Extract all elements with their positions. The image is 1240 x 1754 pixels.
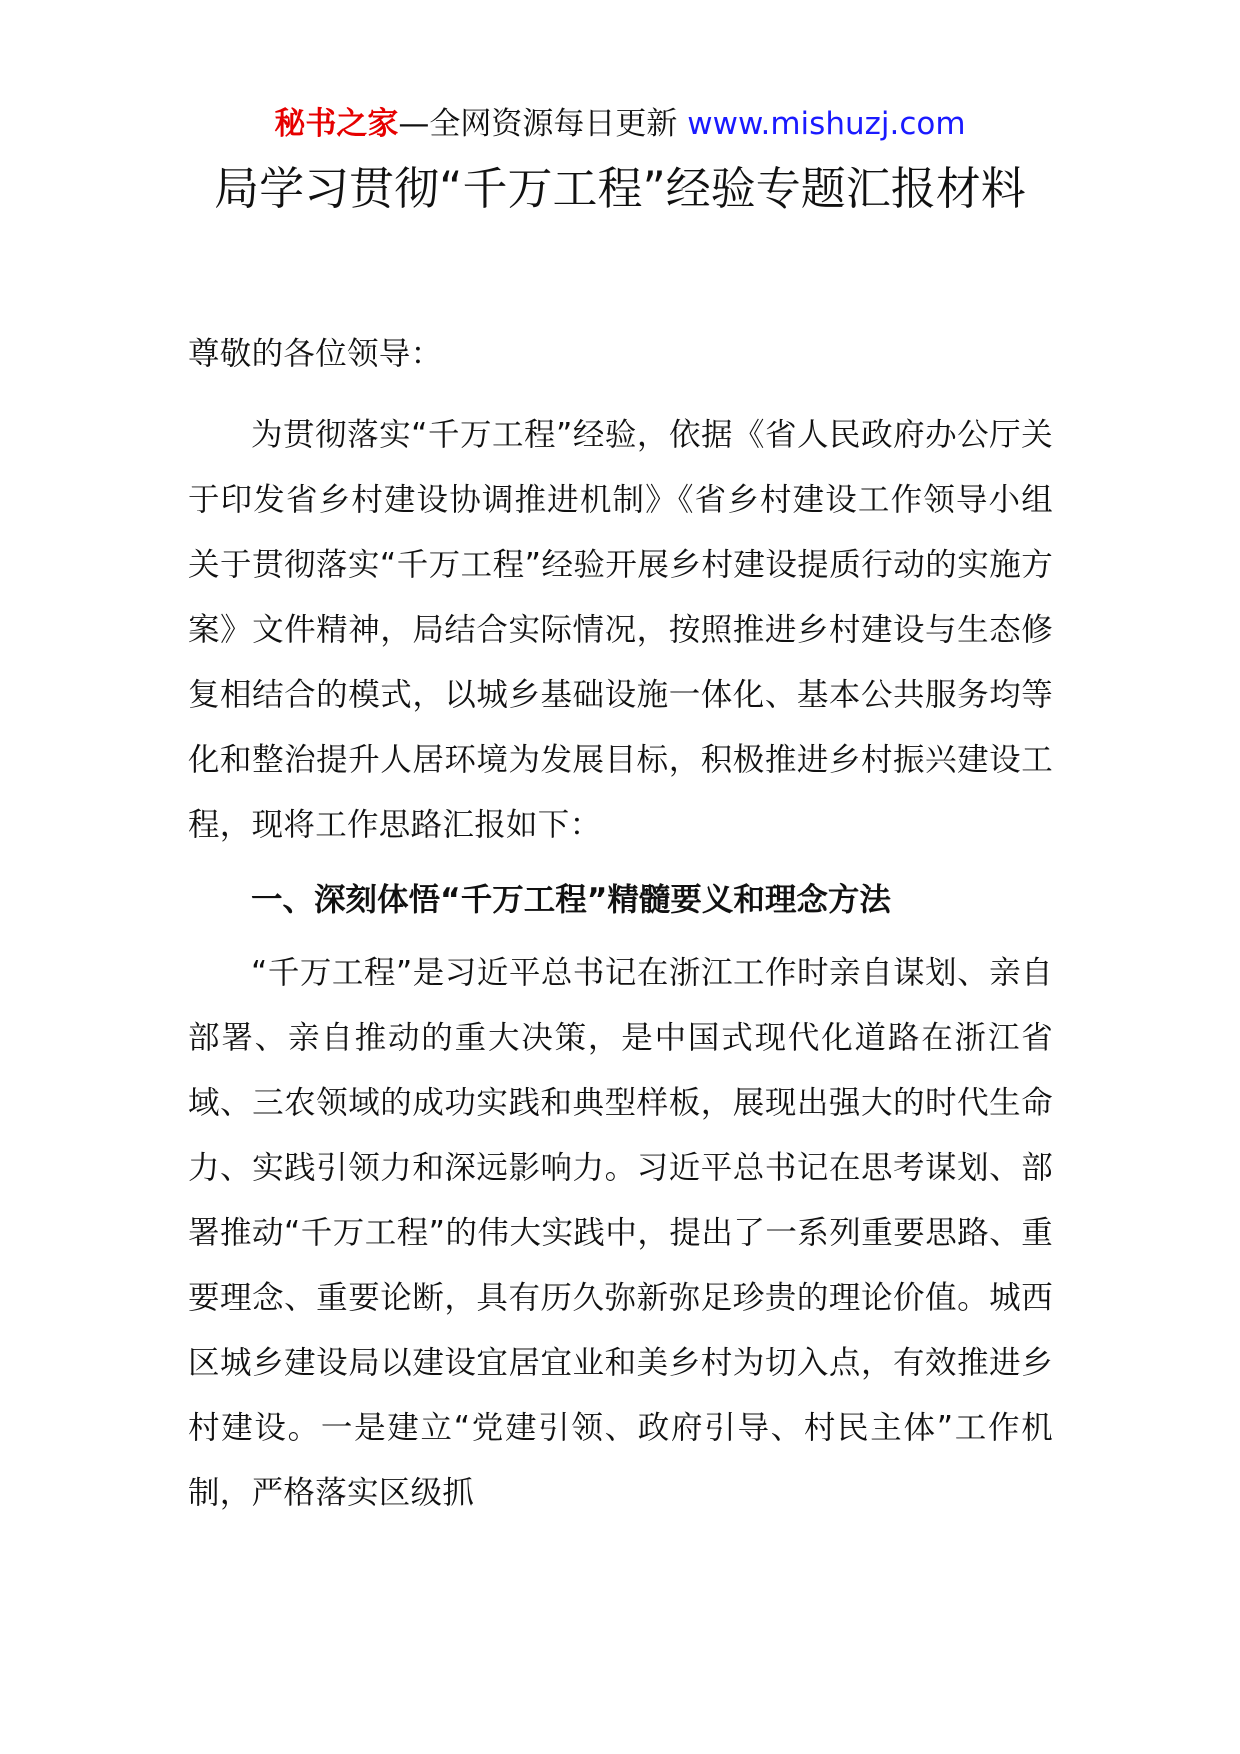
intro-paragraph: 为贯彻落实“千万工程”经验，依据《省人民政府办公厅关于印发省乡村建设协调推进机制》《省乡村建设工作领导小组关于贯彻落实“千万工程”经验开展乡村建设提质行动的实施方案》文件精神，局结合实际情况，按照推进乡村建设与生态修复相结合的模式，以城乡基础设施一体化、基本公共服务均等化和整治提升人居环境为发展目标，积极推进乡村振兴建设工程，现将工作思路汇报如下： — [188, 417, 1053, 843]
document-body — [188, 322, 1053, 1526]
salutation: 尊敬的各位领导： — [188, 336, 443, 372]
site-url-link[interactable]: www.mishuzj.com — [687, 106, 966, 142]
document-title: 局学习贯彻“千万工程”经验专题汇报材料 — [214, 162, 1026, 215]
watermark-header — [0, 100, 1240, 148]
section-heading-1: 一、深刻体悟“千万工程”精髓要义和理念方法 — [251, 882, 891, 918]
section-1-paragraph: “千万工程”是习近平总书记在浙江工作时亲自谋划、亲自部署、亲自推动的重大决策，是中国式现代化道路在浙江省域、三农领域的成功实践和典型样板，展现出强大的时代生命力、实践引领力和深远影响力。习近平总书记在思考谋划、部署推动“千万工程”的伟大实践中，提出了一系列重要思路、重要理念、重要论断，具有历久弥新弥足珍贵的理论价值。城西区城乡建设局以建设宜居宜业和美乡村为切入点，有效推进乡村建设。一是建立“党建引领、政府引导、村民主体”工作机制，严格落实区级抓 — [188, 955, 1053, 1511]
brand-name: 秘书之家 — [274, 106, 399, 142]
brand-slogan: —全网资源每日更新 — [398, 106, 678, 142]
